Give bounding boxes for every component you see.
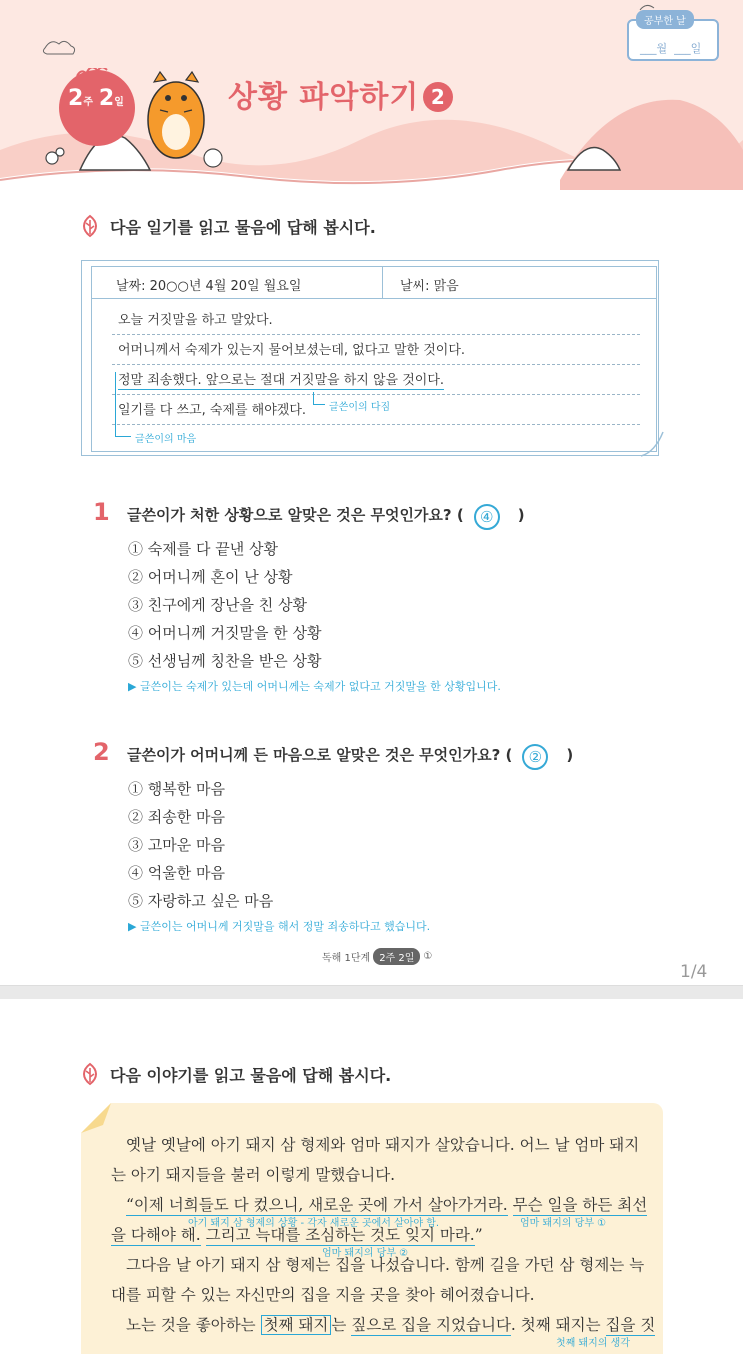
option-item[interactable]: ④ 어머니께 거짓말을 한 상황 xyxy=(128,624,322,642)
diary-date: 날짜: 20○○년 4월 20일 월요일 xyxy=(116,279,302,294)
page-title: 상황 파악하기 2 xyxy=(228,72,453,116)
question-text: 글쓴이가 어머니께 든 마음으로 알맞은 것은 무엇인가요? ( ② ) xyxy=(127,744,573,770)
question-number: 2 xyxy=(93,738,110,766)
question-2 xyxy=(93,738,693,768)
page-footer: 독해 1단계 2주 2일 ① xyxy=(322,948,432,965)
annotation-request-2: 엄마 돼지의 당부 ② xyxy=(322,1248,409,1259)
annotation-situation: 아기 돼지 삼 형제의 상황 - 각자 새로운 곳에서 살아야 함. xyxy=(188,1218,440,1229)
diary-card xyxy=(81,260,663,460)
option-item[interactable]: ③ 친구에게 장난을 친 상황 xyxy=(128,596,307,614)
story-line: 을 다해야 해. 그리고 늑대를 조심하는 것도 잊지 마라.” xyxy=(111,1226,483,1244)
study-date-label: 공부한 날 xyxy=(636,10,694,29)
leaf-icon xyxy=(78,214,102,238)
answer-circle: ② xyxy=(522,744,548,770)
title-number-badge: 2 xyxy=(423,82,453,112)
story-line: “이제 너희들도 다 컸으니, 새로운 곳에 가서 살아가거라. 무슨 일을 하든 최선 xyxy=(126,1196,648,1214)
highlight-box: 첫째 돼지 xyxy=(261,1315,332,1335)
page-header xyxy=(0,0,743,190)
annotation-bracket xyxy=(313,392,314,404)
page-indicator: 1/4 xyxy=(680,962,708,982)
option-item[interactable]: ⑤ 선생님께 칭찬을 받은 상황 xyxy=(128,652,322,670)
annotation-feeling: 글쓴이의 마음 xyxy=(135,434,197,445)
diary-line: 오늘 거짓말을 하고 말았다. xyxy=(112,307,640,335)
question-number: 1 xyxy=(93,498,110,526)
week-day-badge: 2주 2일 xyxy=(68,86,124,111)
answer-explanation: ▶ 글쓴이는 어머니께 거짓말을 해서 정말 죄송하다고 했습니다. xyxy=(128,920,431,933)
story-line: 노는 것을 좋아하는 첫째 돼지 는 짚으로 집을 지었습니다. 첫째 돼지는 집을 짓 xyxy=(126,1316,656,1334)
diary-weather: 날씨: 맑음 xyxy=(400,279,459,294)
diary-line: 정말 죄송했다. 앞으로는 절대 거짓말을 하지 않을 것이다. xyxy=(112,367,640,395)
answer-circle: ④ xyxy=(474,504,500,530)
story-line: 는 아기 돼지들을 불러 이렇게 말했습니다. xyxy=(111,1166,396,1184)
study-date-fields: ___월 ___일 xyxy=(640,42,702,55)
diary-header-divider xyxy=(382,267,383,299)
option-item[interactable]: ① 숙제를 다 끝낸 상황 xyxy=(128,540,278,558)
answer-explanation: ▶ 글쓴이는 숙제가 있는데 어머니께는 숙제가 없다고 거짓말을 한 상황입니다. xyxy=(128,680,501,693)
option-item[interactable]: ③ 고마운 마음 xyxy=(128,836,225,854)
story-line: 그다음 날 아기 돼지 삼 형제는 집을 나섰습니다. 함께 길을 가던 삼 형제는 늑 xyxy=(126,1256,645,1274)
annotation-resolve: 글쓴이의 다짐 xyxy=(329,402,391,413)
annotation-bracket xyxy=(115,372,116,436)
option-item[interactable]: ② 죄송한 마음 xyxy=(128,808,225,826)
page-divider xyxy=(0,985,743,999)
page-curl-icon xyxy=(641,430,665,460)
leaf-icon xyxy=(78,1062,102,1086)
story-line: 대를 피할 수 있는 자신만의 집을 지을 곳을 찾아 헤어졌습니다. xyxy=(111,1286,535,1304)
question-1 xyxy=(93,498,693,528)
footer-chip: 2주 2일 xyxy=(373,948,420,965)
diary-inner xyxy=(91,266,657,452)
option-item[interactable]: ② 어머니께 혼이 난 상황 xyxy=(128,568,293,586)
section-instruction-2: 다음 이야기를 읽고 물음에 답해 봅시다. xyxy=(78,1062,391,1086)
annotation-thought: 첫째 돼지의 생각 xyxy=(556,1338,630,1349)
option-item[interactable]: ① 행복한 마음 xyxy=(128,780,225,798)
folded-corner-icon xyxy=(81,1103,111,1133)
diary-header xyxy=(92,267,656,299)
section-instruction-1: 다음 일기를 읽고 물음에 답해 봅시다. xyxy=(78,214,376,238)
diary-line: 어머니께서 숙제가 있는지 물어보셨는데, 없다고 말한 것이다. xyxy=(112,337,640,365)
option-item[interactable]: ④ 억울한 마음 xyxy=(128,864,225,882)
option-item[interactable]: ⑤ 자랑하고 싶은 마음 xyxy=(128,892,274,910)
annotation-bracket xyxy=(313,404,325,405)
question-text: 글쓴이가 처한 상황으로 알맞은 것은 무엇인가요? ( ④ ) xyxy=(127,504,525,530)
annotation-bracket xyxy=(115,436,131,437)
story-line: 옛날 옛날에 아기 돼지 삼 형제와 엄마 돼지가 살았습니다. 어느 날 엄마 돼지 xyxy=(126,1136,640,1154)
annotation-request-1: 엄마 돼지의 당부 ① xyxy=(520,1218,607,1229)
diary-line: 일기를 다 쓰고, 숙제를 해야겠다. xyxy=(112,397,640,425)
